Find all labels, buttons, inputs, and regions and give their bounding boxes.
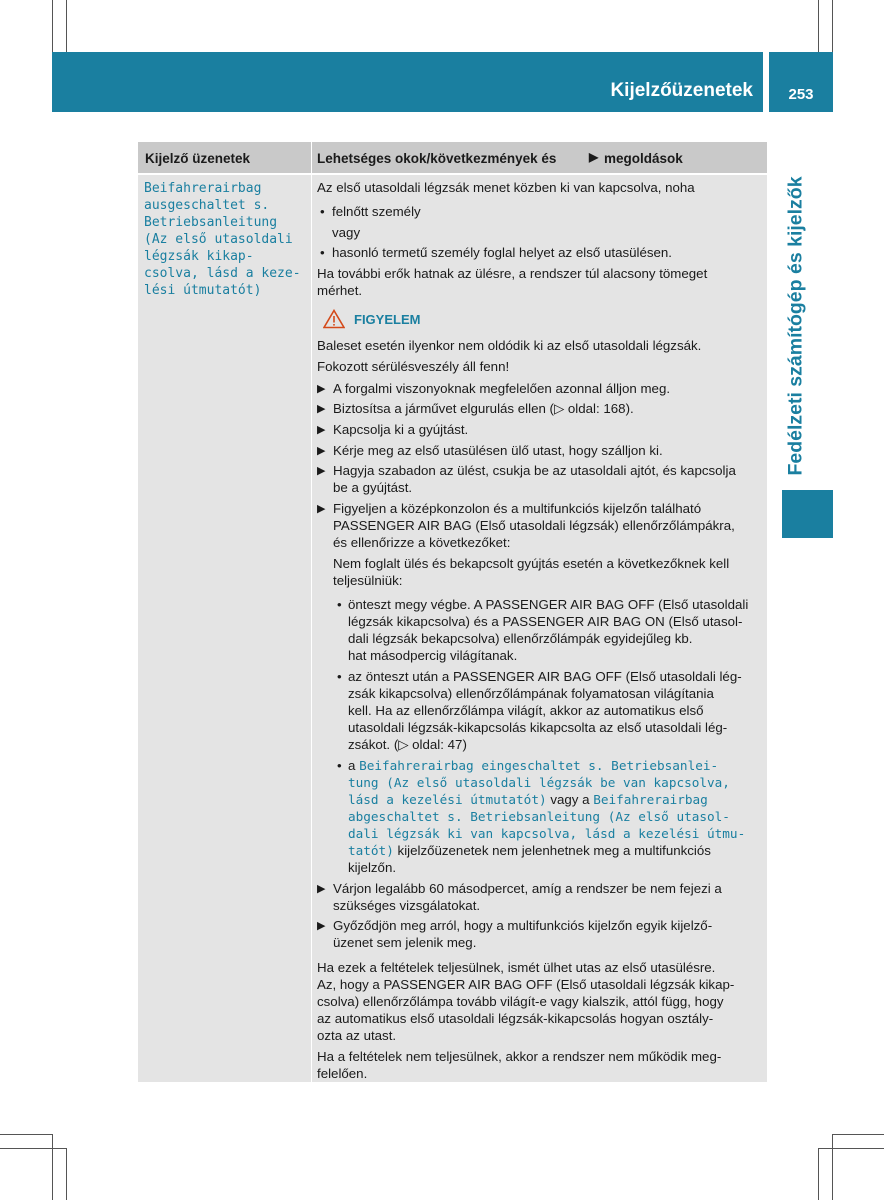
section-title: Kijelzőüzenetek: [610, 80, 753, 101]
sub-bullet-text: kijelzőüzenetek nem jelenhetnek meg a multifunkciós: [397, 843, 711, 858]
page-number: 253: [788, 86, 814, 103]
arrow-right-icon: ▶: [317, 424, 326, 436]
final-text: ozta az utast.: [317, 1028, 397, 1043]
display-message-code: Beifahrerairbag: [593, 792, 708, 807]
sub-bullet-item: utasoldali légzsák-kikapcsolás kikapcsolta az első utasoldali lég-: [348, 720, 728, 735]
col2-header-label: Lehetséges okok/következmények és: [317, 151, 557, 166]
chapter-side-label: Fedélzeti számítógép és kijelzők: [784, 176, 807, 476]
bullet-icon: •: [337, 597, 342, 612]
sub-bullet-item: önteszt megy végbe. A PASSENGER AIR BAG OFF (Első utasoldali: [348, 597, 749, 612]
sub-bullet-text: vagy a: [550, 792, 590, 807]
warning-text: Fokozott sérülésveszély áll fenn!: [317, 359, 510, 374]
step-item: Hagyja szabadon az ülést, csukja be az utasoldali ajtót, és kapcsolja: [333, 463, 736, 478]
sub-bullet-item: [348, 842, 711, 859]
display-message-code: lásd a kezelési útmutatót): [348, 792, 547, 807]
arrow-right-icon: ▶: [589, 150, 599, 164]
section-header-bar: [52, 52, 763, 112]
page-number-box: [769, 52, 833, 112]
sub-bullet-item: légzsák kikapcsolva) és a PASSENGER AIR BAG ON (Első utasol-: [348, 614, 743, 629]
sub-bullet-item: hat másodpercig világítanak.: [348, 648, 518, 663]
arrow-right-icon: ▶: [317, 403, 326, 415]
or-text: vagy: [332, 225, 361, 240]
crop-mark: [818, 0, 819, 52]
chapter-tab-marker: [782, 490, 833, 538]
display-message-code: abgeschaltet s. Betriebsanleitung (Az első utasol‐: [348, 809, 730, 824]
step-item: Várjon legalább 60 másodpercet, amíg a rendszer be nem fejezi a: [333, 881, 722, 896]
col1-header-label: Kijelző üzenetek: [145, 151, 251, 166]
step-item: Kérje meg az első utasülésen ülő utast, hogy szálljon ki.: [333, 443, 663, 458]
step-item: Biztosítsa a járművet elgurulás ellen (▷ oldal: 168).: [333, 401, 634, 416]
step-item: PASSENGER AIR BAG (Első utasoldali légzsák) ellenőrzőlámpákra,: [333, 518, 735, 533]
warning-label: FIGYELEM: [354, 312, 421, 327]
step-item: Kapcsolja ki a gyújtást.: [333, 422, 469, 437]
step-item: Győződjön meg arról, hogy a multifunkciós kijelzőn egyik kijelző-: [333, 918, 713, 933]
bullet-icon: •: [337, 758, 342, 773]
display-message-code: Beifahrerairbag eingeschaltet s. Betriebsanlei‐: [359, 758, 719, 773]
arrow-right-icon: ▶: [317, 445, 326, 457]
crop-mark: [832, 1134, 884, 1135]
warning-triangle-icon: [323, 309, 345, 329]
sub-bullet-item: zsákot. (▷ oldal: 47): [348, 737, 467, 752]
effect-text: mérhet.: [317, 283, 363, 298]
warning-text: Baleset esetén ilyenkor nem oldódik ki az első utasoldali légzsák.: [317, 338, 702, 353]
final-text: Ha ezek a feltételek teljesülnek, ismét ülhet utas az első utasülésre.: [317, 960, 716, 975]
display-message-code: dali légzsák ki van kapcsolva, lásd a kezelési útmu‐: [348, 826, 746, 841]
sub-bullet-item: zsák kikapcsolva) ellenőrzőlámpának folyamatosan világítania: [348, 686, 714, 701]
arrow-right-icon: ▶: [317, 465, 326, 477]
bullet-icon: •: [320, 245, 325, 260]
effect-text: Ha további erők hatnak az ülésre, a rendszer túl alacsony tömeget: [317, 266, 708, 281]
bullet-icon: •: [320, 204, 325, 219]
crop-mark: [832, 0, 833, 52]
step-item: szükséges vizsgálatokat.: [333, 898, 481, 913]
final-text: felelően.: [317, 1066, 368, 1081]
intro-text: Az első utasoldali légzsák menet közben ki van kapcsolva, noha: [317, 180, 695, 195]
final-text: csolva) ellenőrzőlámpa tovább világít-e vagy kialszik, attól függ, hogy: [317, 994, 724, 1009]
crop-mark: [52, 1134, 53, 1200]
crop-mark: [818, 1148, 884, 1149]
crop-mark: [818, 1148, 819, 1200]
condition-text: Nem foglalt ülés és bekapcsolt gyújtás esetén a következőknek kell: [333, 556, 730, 571]
final-text: Ha a feltételek nem teljesülnek, akkor a rendszer nem működik meg-: [317, 1049, 722, 1064]
col2-header-tail: megoldások: [604, 151, 683, 166]
bullet-item: felnőtt személy: [332, 204, 421, 219]
display-message-code: Beifahrerairbag ausgeschaltet s. Betriebsanleitung (Az első utasoldali légzsák kikap‐ csolva, lásd a keze‐ lési útmutatót): [144, 181, 301, 298]
step-item: és ellenőrizze a következőket:: [333, 535, 511, 550]
table-header-col1: [138, 142, 311, 173]
step-item: Figyeljen a középkonzolon és a multifunkciós kijelzőn található: [333, 501, 702, 516]
crop-mark: [52, 0, 53, 52]
crop-mark: [66, 1148, 67, 1200]
sub-bullet-item: kijelzőn.: [348, 860, 397, 875]
condition-text: teljesülniük:: [333, 573, 403, 588]
arrow-right-icon: ▶: [317, 920, 326, 932]
sub-bullet-item: kell. Ha az ellenőrzőlámpa világít, akkor az automatikus első: [348, 703, 704, 718]
step-item: be a gyújtást.: [333, 480, 413, 495]
step-item: A forgalmi viszonyoknak megfelelően azonnal álljon meg.: [333, 381, 671, 396]
crop-mark: [66, 0, 67, 52]
sub-bullet-item: dali légzsák bekapcsolva) ellenőrzőlámpák egyidejűleg kb.: [348, 631, 693, 646]
step-item: üzenet sem jelenik meg.: [333, 935, 477, 950]
crop-mark: [832, 1134, 833, 1200]
arrow-right-icon: ▶: [317, 503, 326, 515]
crop-mark: [0, 1134, 52, 1135]
sub-bullet-item: [348, 757, 718, 774]
bullet-icon: •: [337, 669, 342, 684]
sub-bullet-item: az önteszt után a PASSENGER AIR BAG OFF (Első utasoldali lég-: [348, 669, 742, 684]
display-message-code: tatót): [348, 843, 394, 858]
display-message-code: tung (Az első utasoldali légzsák be van kapcsolva,: [348, 775, 730, 790]
arrow-right-icon: ▶: [317, 883, 326, 895]
sub-bullet-text: a: [348, 758, 356, 773]
final-text: az automatikus első utasoldali légzsák-kikapcsolás hogyan osztály-: [317, 1011, 714, 1026]
table-header-col2: [312, 142, 767, 173]
crop-mark: [0, 1148, 66, 1149]
arrow-right-icon: ▶: [317, 383, 326, 395]
final-text: Az, hogy a PASSENGER AIR BAG OFF (Első utasoldali légzsák kikap-: [317, 977, 735, 992]
sub-bullet-item: [348, 791, 708, 808]
bullet-item: hasonló termetű személy foglal helyet az első utasülésen.: [332, 245, 672, 260]
message-cell: [138, 175, 311, 1082]
